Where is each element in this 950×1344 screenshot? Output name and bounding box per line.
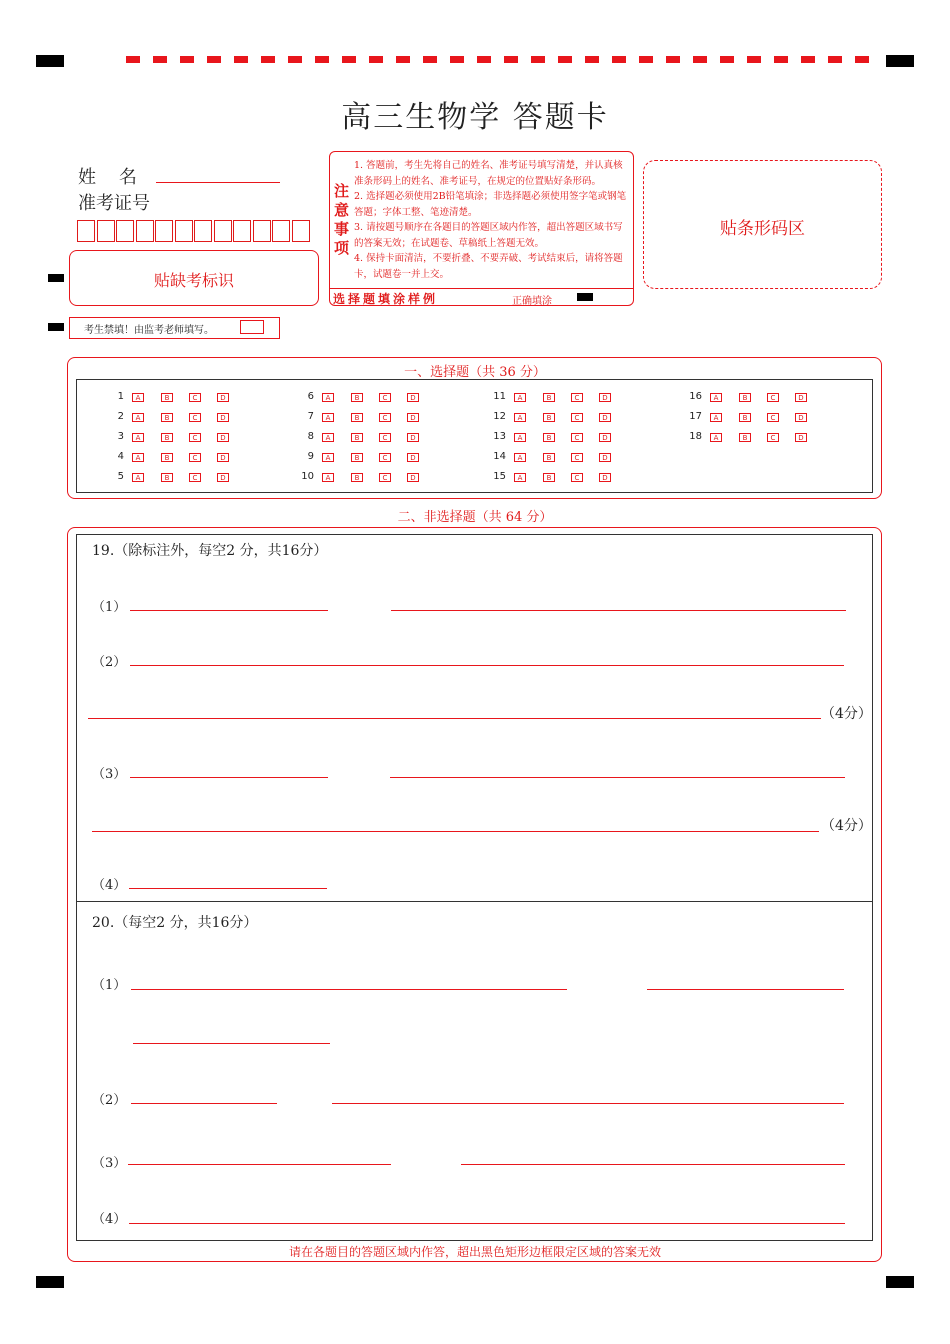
option-bubble-a[interactable]: A [710, 413, 722, 422]
dash-segment [261, 56, 275, 63]
dash-segment [450, 56, 464, 63]
q19-score-note-2: （4分） [821, 818, 872, 834]
question-number: 10 [301, 471, 314, 482]
question-number: 5 [117, 471, 124, 482]
option-bubble-d[interactable]: D [795, 413, 807, 422]
question-divider [76, 901, 873, 902]
option-bubble-b[interactable]: B [739, 393, 751, 402]
question-number: 6 [307, 391, 314, 402]
notice-item: 2. 选择题必须使用2B铅笔填涂；非选择题必须使用签字笔或钢笔答题；字体工整、笔迹清楚。 [354, 191, 627, 218]
id-digit-box[interactable] [136, 220, 154, 242]
id-digit-box[interactable] [253, 220, 271, 242]
question-number: 2 [117, 411, 124, 422]
absent-label: 贴缺考标识 [153, 271, 234, 290]
option-bubble-c[interactable]: C [189, 413, 201, 422]
id-digit-box[interactable] [116, 220, 134, 242]
question-number: 4 [117, 451, 124, 462]
id-digit-box[interactable] [272, 220, 290, 242]
q19-answer-3b[interactable] [390, 777, 845, 778]
id-digit-box[interactable] [77, 220, 95, 242]
question-number: 16 [689, 391, 702, 402]
option-bubble-c[interactable]: C [189, 473, 201, 482]
q19-answer-3a[interactable] [130, 777, 328, 778]
option-bubble-d[interactable]: D [599, 433, 611, 442]
q20-answer-1a[interactable] [131, 989, 567, 990]
dash-segment [207, 56, 221, 63]
option-bubble-b[interactable]: B [543, 413, 555, 422]
dash-segment [315, 56, 329, 63]
option-bubble-b[interactable]: B [739, 413, 751, 422]
dash-segment [693, 56, 707, 63]
q19-answer-1b[interactable] [391, 610, 846, 611]
option-bubble-d[interactable]: D [407, 413, 419, 422]
q19-label-3: （3） [92, 767, 127, 782]
option-bubble-b[interactable]: B [543, 393, 555, 402]
q20-answer-2a[interactable] [131, 1103, 277, 1104]
option-bubble-c[interactable]: C [767, 393, 779, 402]
q20-label-4: （4） [92, 1212, 127, 1227]
option-bubble-b[interactable]: B [351, 433, 363, 442]
q20-label-3: （3） [92, 1156, 127, 1171]
option-bubble-a[interactable]: A [710, 393, 722, 402]
q19-label-4: （4） [92, 878, 127, 893]
notice-item: 1. 答题前，考生先将自己的姓名、准考证号填写清楚，并认真核准条形码上的姓名、准考证号，在规定的位置贴好条形码。 [354, 160, 623, 187]
option-bubble-c[interactable]: C [571, 413, 583, 422]
option-bubble-b[interactable]: B [161, 453, 173, 462]
q20-answer-4[interactable] [129, 1223, 845, 1224]
option-bubble-c[interactable]: C [379, 393, 391, 402]
id-digit-box[interactable] [97, 220, 115, 242]
notice-item: 4. 保持卡面清洁，不要折叠、不要弄破、考试结束后，请将答题卡，试题卷一并上交。 [354, 253, 623, 280]
option-bubble-a[interactable]: A [132, 413, 144, 422]
q19-label-1: （1） [92, 600, 127, 615]
q20-answer-3b[interactable] [461, 1164, 845, 1165]
option-bubble-a[interactable]: A [322, 473, 334, 482]
option-bubble-b[interactable]: B [351, 453, 363, 462]
id-digit-box[interactable] [175, 220, 193, 242]
section2-title: 二、非选择题（共 64 分） [397, 510, 553, 525]
option-bubble-b[interactable]: B [161, 433, 173, 442]
correct-fill-label: 正确填涂 [512, 296, 552, 307]
notice-title: 注意事项 [334, 182, 350, 257]
option-bubble-d[interactable]: D [407, 393, 419, 402]
dash-segment [234, 56, 248, 63]
option-bubble-c[interactable]: C [189, 453, 201, 462]
question-number: 13 [493, 431, 506, 442]
option-bubble-a[interactable]: A [514, 453, 526, 462]
question-number: 7 [307, 411, 314, 422]
question-number: 12 [493, 411, 506, 422]
option-bubble-d[interactable]: D [599, 473, 611, 482]
q19-answer-4[interactable] [129, 888, 327, 889]
option-bubble-a[interactable]: A [322, 453, 334, 462]
q19-label-2: （2） [92, 655, 127, 670]
alignment-mark-left-1 [48, 274, 64, 282]
q20-answer-1b[interactable] [647, 989, 844, 990]
option-bubble-d[interactable]: D [599, 453, 611, 462]
option-bubble-c[interactable]: C [571, 473, 583, 482]
dash-segment [153, 56, 167, 63]
id-digit-box[interactable] [214, 220, 232, 242]
alignment-mark-bottom-right [886, 1276, 914, 1288]
option-bubble-c[interactable]: C [767, 413, 779, 422]
notice-divider [330, 288, 633, 289]
barcode-label: 贴条形码区 [720, 219, 805, 239]
name-label: 姓 名 [78, 167, 137, 188]
question-number: 17 [689, 411, 702, 422]
option-bubble-b[interactable]: B [543, 453, 555, 462]
dash-segment [423, 56, 437, 63]
question-number: 1 [117, 391, 124, 402]
option-bubble-a[interactable]: A [322, 433, 334, 442]
option-bubble-b[interactable]: B [351, 473, 363, 482]
option-bubble-d[interactable]: D [407, 473, 419, 482]
option-bubble-a[interactable]: A [322, 393, 334, 402]
dash-segment [558, 56, 572, 63]
dash-segment [639, 56, 653, 63]
q19-answer-2b[interactable] [88, 718, 821, 719]
option-bubble-b[interactable]: B [161, 473, 173, 482]
dash-segment [666, 56, 680, 63]
option-bubble-a[interactable]: A [710, 433, 722, 442]
option-bubble-d[interactable]: D [217, 433, 229, 442]
dash-segment [477, 56, 491, 63]
notice-list [354, 158, 630, 282]
option-bubble-a[interactable]: A [132, 473, 144, 482]
option-bubble-b[interactable]: B [161, 393, 173, 402]
id-digit-box[interactable] [292, 220, 310, 242]
alignment-mark-left-2 [48, 323, 64, 331]
notice-box [329, 151, 634, 306]
question-number: 3 [117, 431, 124, 442]
option-bubble-c[interactable]: C [571, 393, 583, 402]
option-bubble-d[interactable]: D [217, 453, 229, 462]
option-bubble-c[interactable]: C [379, 473, 391, 482]
id-label: 准考证号 [78, 193, 150, 214]
sample-label: 选择题填涂样例 [333, 292, 439, 306]
option-bubble-b[interactable]: B [161, 413, 173, 422]
alignment-mark-bottom-left [36, 1276, 64, 1288]
q20-answer-3a[interactable] [128, 1164, 391, 1165]
option-bubble-d[interactable]: D [599, 393, 611, 402]
option-bubble-b[interactable]: B [543, 473, 555, 482]
option-bubble-d[interactable]: D [217, 393, 229, 402]
dash-segment [747, 56, 761, 63]
option-bubble-d[interactable]: D [795, 393, 807, 402]
option-bubble-c[interactable]: C [767, 433, 779, 442]
section1-title: 一、选择题（共 36 分） [404, 365, 546, 380]
question-number: 9 [307, 451, 314, 462]
option-bubble-b[interactable]: B [351, 413, 363, 422]
proctor-check-box[interactable] [240, 320, 264, 334]
option-bubble-d[interactable]: D [407, 433, 419, 442]
q20-answer-1c[interactable] [133, 1043, 330, 1044]
correct-fill-swatch [577, 293, 593, 301]
option-bubble-a[interactable]: A [132, 433, 144, 442]
id-digit-box[interactable] [194, 220, 212, 242]
option-bubble-a[interactable]: A [514, 473, 526, 482]
dash-segment [720, 56, 734, 63]
option-bubble-c[interactable]: C [379, 433, 391, 442]
dash-segment [396, 56, 410, 63]
q19-score-note-1: （4分） [821, 706, 872, 722]
option-bubble-a[interactable]: A [322, 413, 334, 422]
q20-title: 20.（每空2 分，共16分） [92, 915, 258, 931]
option-bubble-c[interactable]: C [379, 453, 391, 462]
alignment-mark-top-left [36, 55, 64, 67]
q19-answer-3c[interactable] [92, 831, 819, 832]
dash-segment [504, 56, 518, 63]
dash-segment [288, 56, 302, 63]
option-bubble-b[interactable]: B [543, 433, 555, 442]
id-digit-box[interactable] [233, 220, 251, 242]
option-bubble-b[interactable]: B [351, 393, 363, 402]
q19-answer-2a[interactable] [130, 665, 844, 666]
question-number: 15 [493, 471, 506, 482]
option-bubble-a[interactable]: A [132, 453, 144, 462]
option-bubble-c[interactable]: C [571, 453, 583, 462]
option-bubble-d[interactable]: D [795, 433, 807, 442]
dash-segment [180, 56, 194, 63]
question-number: 11 [493, 391, 506, 402]
page-title: 高三生物学 答题卡 [341, 100, 609, 135]
option-bubble-c[interactable]: C [571, 433, 583, 442]
dash-segment [531, 56, 545, 63]
footer-note: 请在各题目的答题区域内作答，超出黑色矩形边框限定区域的答案无效 [288, 1245, 661, 1259]
option-bubble-a[interactable]: A [514, 433, 526, 442]
option-bubble-a[interactable]: A [514, 413, 526, 422]
option-bubble-a[interactable]: A [514, 393, 526, 402]
option-bubble-d[interactable]: D [217, 413, 229, 422]
dash-segment [801, 56, 815, 63]
q20-label-2: （2） [92, 1093, 127, 1108]
option-bubble-b[interactable]: B [739, 433, 751, 442]
notice-item: 3. 请按题号顺序在各题目的答题区域内作答，超出答题区域书写的答案无效；在试题卷、草稿纸上答题无效。 [354, 222, 623, 249]
question-number: 8 [307, 431, 314, 442]
dash-segment [342, 56, 356, 63]
q19-title: 19.（除标注外，每空2 分，共16分） [92, 543, 328, 559]
id-digit-box[interactable] [155, 220, 173, 242]
option-bubble-c[interactable]: C [379, 413, 391, 422]
dash-segment [855, 56, 869, 63]
option-bubble-c[interactable]: C [189, 433, 201, 442]
q20-answer-2b[interactable] [332, 1103, 844, 1104]
dash-segment [774, 56, 788, 63]
q20-label-1: （1） [92, 978, 127, 993]
option-bubble-d[interactable]: D [599, 413, 611, 422]
option-bubble-a[interactable]: A [132, 393, 144, 402]
dash-segment [369, 56, 383, 63]
dash-segment [585, 56, 599, 63]
q19-answer-1a[interactable] [130, 610, 328, 611]
question-number: 18 [689, 431, 702, 442]
dash-segment [126, 56, 140, 63]
alignment-mark-top-right [886, 55, 914, 67]
option-bubble-d[interactable]: D [217, 473, 229, 482]
proctor-note: 考生禁填！由监考老师填写。 [84, 325, 214, 336]
question-number: 14 [493, 451, 506, 462]
name-field[interactable] [156, 182, 280, 183]
dash-segment [612, 56, 626, 63]
option-bubble-c[interactable]: C [189, 393, 201, 402]
option-bubble-d[interactable]: D [407, 453, 419, 462]
dash-segment [828, 56, 842, 63]
